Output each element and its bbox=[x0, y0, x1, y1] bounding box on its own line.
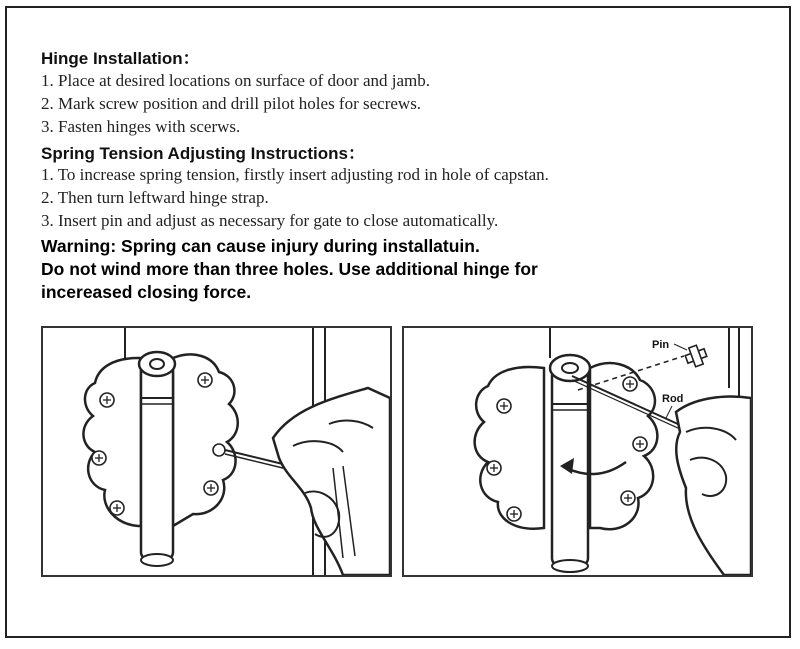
spring-tension-title: Spring Tension Adjusting Instructions： bbox=[41, 144, 365, 163]
figure-tension-adjustment bbox=[402, 326, 753, 577]
warning-line-1: Warning: Spring can cause injury during installatuin. bbox=[41, 236, 480, 256]
warning-line-3: incereased closing force. bbox=[41, 282, 252, 302]
warning-line-2: Do not wind more than three holes. Use additional hinge for bbox=[41, 259, 538, 279]
spring-step-1: 1. To increase spring tension, firstly insert adjusting rod in hole of capstan. bbox=[41, 165, 549, 184]
instruction-card bbox=[5, 6, 791, 638]
rod-label: Rod bbox=[662, 393, 684, 405]
hinge-drill-illustration bbox=[43, 328, 390, 575]
hinge-step-3: 3. Fasten hinges with scerws. bbox=[41, 117, 241, 136]
hinge-step-1: 1. Place at desired locations on surface of door and jamb. bbox=[41, 71, 430, 90]
hinge-installation-title: Hinge Installation： bbox=[41, 49, 200, 68]
spring-step-2: 2. Then turn leftward hinge strap. bbox=[41, 188, 269, 207]
pin-label: Pin bbox=[652, 339, 670, 351]
hinge-step-2: 2. Mark screw position and drill pilot holes for secrews. bbox=[41, 94, 422, 113]
hinge-tension-illustration bbox=[404, 328, 751, 575]
spring-step-3: 3. Insert pin and adjust as necessary for gate to close automatically. bbox=[41, 211, 499, 230]
figure-drill-installation bbox=[41, 326, 392, 577]
